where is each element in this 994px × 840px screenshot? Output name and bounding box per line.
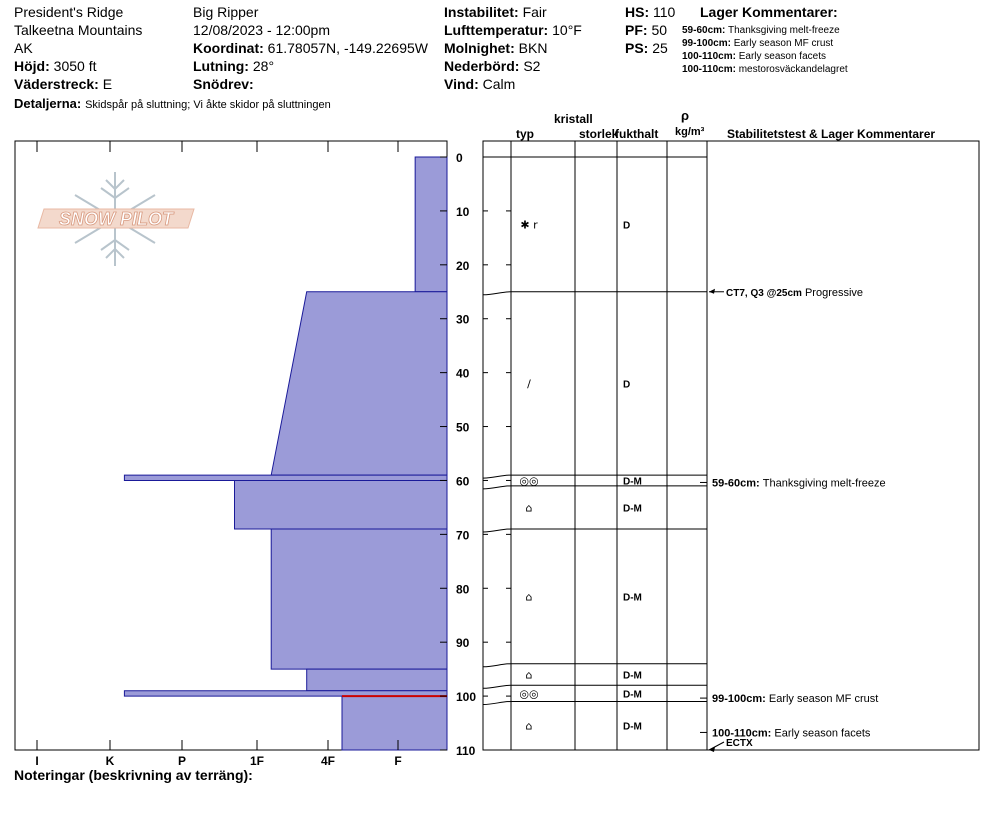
ps-value: 25 [652,40,668,56]
precip-value: S2 [523,58,541,74]
annotation-text: Thanksgiving melt-freeze [762,477,886,490]
layer-connector [483,529,511,532]
grain-symbol: ⌂ [525,590,533,604]
layer-comment-range: 100-110cm: [682,64,736,75]
depth-tick-label: 0 [456,151,463,165]
layer-annotation [712,477,886,489]
grain-symbol: ◎◎ [519,474,539,488]
size-header: storlek [579,127,619,141]
layer-table-frame [483,141,979,750]
depth-tick-label: 20 [456,258,470,273]
depth-tick-label: 90 [456,636,470,651]
wind-value: Calm [482,76,516,92]
wind-label: Vind: [444,76,479,92]
airtemp-value: 10°F [552,22,582,38]
hardness-layer [271,292,447,475]
elevation-label: Höjd: [14,58,50,74]
crystal-header: kristall [554,112,593,126]
mountain-range: Talkeetna Mountains [14,22,143,38]
annotation-range: 100-110cm: [712,727,775,740]
layer-connector [483,475,511,478]
hardness-layer [124,475,447,480]
layer-annotation [712,727,871,739]
stability-test-text: Progressive [801,286,864,299]
airtemp-label: Lufttemperatur: [444,22,549,38]
annotation-text: Early season facets [774,727,871,740]
hs-label: HS: [625,4,650,20]
layer-comment-text: Early season facets [738,51,826,62]
depth-tick-label: 110 [456,744,476,758]
grain-symbol: / [527,377,531,391]
pf-value: 50 [651,22,668,38]
rho-header: ρ [681,108,690,123]
logo-text: SNOW PILOT [59,209,173,229]
moisture-value: D-M [623,592,642,604]
grain-symbol: ✱ r [520,218,538,232]
stability-arrow [709,742,724,750]
coordinate-value: 61.78057N, -149.22695W [267,40,428,56]
coordinate-label: Koordinat: [193,40,264,56]
observation-datetime: 12/08/2023 - 12:00pm [193,22,330,38]
clouds-value: BKN [518,40,548,56]
hardness-layer [235,480,448,529]
depth-tick-label: 10 [456,204,470,219]
depth-tick-label: 100 [456,690,477,705]
grain-symbol: ⌂ [525,668,533,682]
elevation-value: 3050 ft [53,58,97,74]
layer-connector [483,701,511,704]
annotation-text: Early season MF crust [768,693,879,706]
ps-label: PS: [625,40,649,56]
pf-label: PF: [625,22,648,38]
slope-label: Lutning: [193,58,249,74]
stability-test-code: CT7, Q3 @25cm [726,287,802,299]
hardness-tick-label: 1F [249,754,265,768]
layer-connector [483,486,511,489]
instability-label: Instabilitet: [444,4,519,20]
hardness-tick-label: 4F [320,754,336,768]
layer-connector [483,292,511,295]
hardness-tick-label: K [105,754,115,768]
hardness-tick-label: F [394,754,402,768]
hardness-layer [342,696,447,750]
grain-symbol: ◎◎ [519,687,539,701]
depth-tick-label: 50 [456,420,470,435]
stability-test-label [726,738,753,749]
drift-label: Snödrev: [193,76,254,92]
type-header: typ [516,127,534,141]
layer-comment-text: Thanksgiving melt-freeze [727,25,840,36]
layer-comment-text: Early season MF crust [733,38,834,49]
layer-comment-range: 59-60cm: [682,25,726,36]
aspect-label: Väderstreck: [14,76,99,92]
depth-tick-label: 80 [456,582,470,597]
annotation-range: 59-60cm: [712,477,763,490]
stability-test-label [726,287,863,299]
layer-comments-title: Lager Kommentarer: [700,4,838,20]
hardness-layer [307,669,447,691]
hardness-layer [415,157,447,292]
depth-tick-label: 30 [456,312,470,327]
moisture-value: D-M [623,670,642,682]
notes-label: Noteringar (beskrivning av terräng): [14,767,253,783]
details-value: Skidspår på sluttning; Vi åkte skidor på sluttningen [85,99,331,111]
depth-tick-label: 40 [456,366,470,381]
moisture-value: D-M [623,689,642,701]
precip-label: Nederbörd: [444,58,520,74]
instability-value: Fair [522,4,547,20]
moisture-value: D-M [623,503,642,515]
stability-header: Stabilitetstest & Lager Kommentarer [727,127,936,141]
layer-comment-range: 99-100cm: [682,38,731,49]
grain-symbol: ⌂ [525,719,533,733]
density-unit-header: kg/m³ [675,126,705,138]
hardness-tick-label: P [177,754,187,768]
annotation-range: 99-100cm: [712,693,769,706]
moisture-value: D-M [623,476,642,488]
slope-value: 28° [252,58,275,74]
layer-annotation [712,693,878,705]
depth-tick-label: 60 [456,474,470,489]
layer-comment-range: 100-110cm: [682,51,736,62]
layer-connector [483,685,511,688]
moisture-value: D [623,379,631,391]
clouds-label: Molnighet: [444,40,515,56]
grain-symbol: ⌂ [525,501,533,515]
depth-tick-label: 70 [456,528,470,543]
hardness-layer [271,529,447,669]
state: AK [14,40,33,56]
moisture-value: D [623,220,631,232]
pit-name: Big Ripper [193,4,259,20]
stability-test-code: ECTX [726,738,753,749]
details-label: Detaljerna: [14,96,82,111]
site-location: President's Ridge [14,4,124,20]
aspect-value: E [102,76,113,92]
hardness-tick-label: I [35,754,39,768]
layer-connector [483,664,511,667]
moisture-header: fukthalt [615,127,659,141]
layer-comment-text: mestorosväckandelagret [738,64,848,75]
moisture-value: D-M [623,721,642,733]
hs-value: 110 [653,4,676,20]
